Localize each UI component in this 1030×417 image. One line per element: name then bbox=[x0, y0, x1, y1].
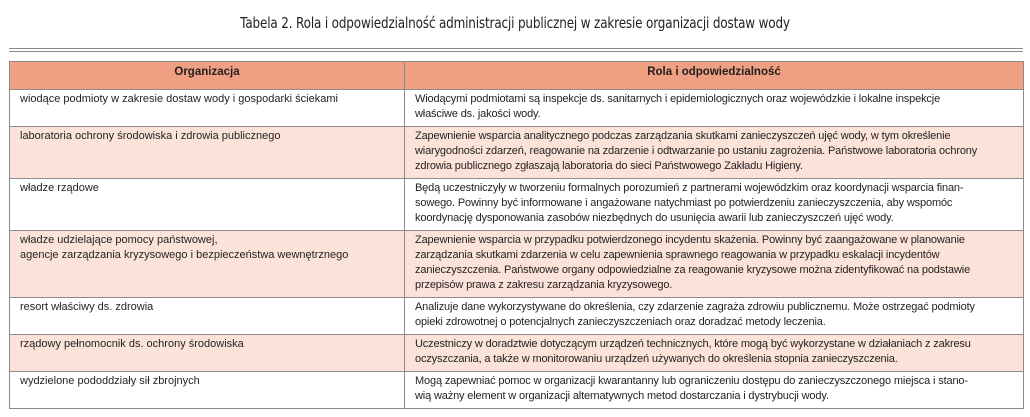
table-row bbox=[10, 179, 1024, 231]
organization-cell bbox=[10, 335, 405, 372]
table-row bbox=[10, 127, 1024, 179]
role-text: właściwe ds. jakości wody. bbox=[415, 108, 541, 120]
role-text: Wiodącymi podmiotami są inspekcje ds. sanitarnych i epidemiologicznych oraz wojewódzkie i lokalne inspekcje bbox=[415, 93, 941, 105]
role-cell bbox=[405, 298, 1024, 335]
organization-text: rządowy pełnomocnik ds. ochrony środowiska bbox=[20, 338, 244, 350]
organization-text: władze udzielające pomocy państwowej, bbox=[20, 234, 218, 246]
organization-cell bbox=[10, 90, 405, 127]
organization-text: wydzielone pododdziały sił zbrojnych bbox=[20, 375, 200, 387]
organization-text: wiodące podmioty w zakresie dostaw wody i gospodarki ściekami bbox=[20, 93, 338, 105]
role-text: oczyszczania, a także w monitorowaniu urządzeń używanych do określenia stopnia zanieczyszczenia. bbox=[415, 353, 898, 365]
role-text: Uczestniczy w doradztwie dotyczącym urządzeń technicznych, które mogą być wykorzystane w działaniach z zakresu bbox=[415, 338, 971, 350]
table-row bbox=[10, 335, 1024, 372]
role-text: wią ważny element w organizacji alternatywnych metod dostarczania i dystrybucji wody. bbox=[415, 390, 829, 402]
organization-text: laboratoria ochrony środowiska i zdrowia publicznego bbox=[20, 130, 281, 142]
role-text: przepisów prawa z zakresu zarządzania kryzysowego. bbox=[415, 279, 673, 291]
role-text: Będą uczestniczyły w tworzeniu formalnych porozumień z partnerami wojewódzkim oraz koordynacji wsparcia finan- bbox=[415, 182, 964, 194]
table-title: Tabela 2. Rola i odpowiedzialność administracji publicznej w zakresie organizacji dostaw wody bbox=[240, 14, 790, 32]
role-text: wiarygodności zdarzeń, reagowanie na zdarzenie i odtwarzanie po ustaniu zagrożenia. Państwowe laboratoria ochrony bbox=[415, 145, 978, 157]
role-cell bbox=[405, 335, 1024, 372]
responsibility-table bbox=[9, 61, 1024, 409]
organization-text: resort właściwy ds. zdrowia bbox=[20, 301, 154, 313]
role-text: zanieczyszczenia. Państwowe organy odpowiedzialne za reagowanie kryzysowe można zidentyfikować na podstawie bbox=[415, 264, 971, 276]
role-text: Zapewnienie wsparcia w przypadku potwierdzonego incydentu skażenia. Powinny być zaangażowane w planowanie bbox=[415, 234, 965, 246]
organization-text: władze rządowe bbox=[20, 182, 99, 194]
divider-top-inner bbox=[9, 51, 1023, 52]
role-text: opieki zdrowotnej o potencjalnych zanieczyszczeniach oraz doradzać metody leczenia. bbox=[415, 316, 826, 328]
role-text: Mogą zapewniać pomoc w organizacji kwarantanny lub ograniczeniu dostępu do zanieczyszczonego miejsca i stano- bbox=[415, 375, 968, 387]
role-cell bbox=[405, 372, 1024, 409]
table-row bbox=[10, 372, 1024, 409]
organization-cell bbox=[10, 298, 405, 335]
organization-cell bbox=[10, 179, 405, 231]
role-text: Zapewnienie wsparcia analitycznego podczas zarządzania skutkami zanieczyszczeń ujęć wody, w tym określenie bbox=[415, 130, 951, 142]
organization-cell bbox=[10, 231, 405, 298]
divider-top bbox=[9, 48, 1023, 49]
organization-text: agencje zarządzania kryzysowego i bezpieczeństwa wewnętrznego bbox=[20, 249, 349, 261]
table-header-row bbox=[10, 62, 1024, 90]
role-cell bbox=[405, 231, 1024, 298]
role-text: zdrowia publicznego zgłaszają laboratoria do sieci Państwowego Zakładu Higieny. bbox=[415, 160, 803, 172]
role-cell bbox=[405, 90, 1024, 127]
organization-cell bbox=[10, 372, 405, 409]
role-text: sowego. Powinny być informowane i angażowane natychmiast po potwierdzeniu zanieczyszczenia, aby wspomóc bbox=[415, 197, 953, 209]
header-organization: Organizacja bbox=[10, 62, 405, 90]
organization-cell bbox=[10, 127, 405, 179]
role-cell bbox=[405, 127, 1024, 179]
header-role: Rola i odpowiedzialność bbox=[405, 62, 1024, 90]
role-text: Analizuje dane wykorzystywane do określenia, czy zdarzenie zagraża zdrowiu publicznemu. Może ostrzegać podmioty bbox=[415, 301, 975, 313]
table-row bbox=[10, 90, 1024, 127]
role-text: koordynację dysponowania zasobów niezbędnych do usunięcia awarii lub zanieczyszczeń ujęć wody. bbox=[415, 212, 894, 224]
role-cell bbox=[405, 179, 1024, 231]
role-text: zarządzania skutkami zdarzenia w celu zapewnienia sprawnego reagowania w przypadku eskalacji incydentów bbox=[415, 249, 940, 261]
table-row bbox=[10, 231, 1024, 298]
table-row bbox=[10, 298, 1024, 335]
